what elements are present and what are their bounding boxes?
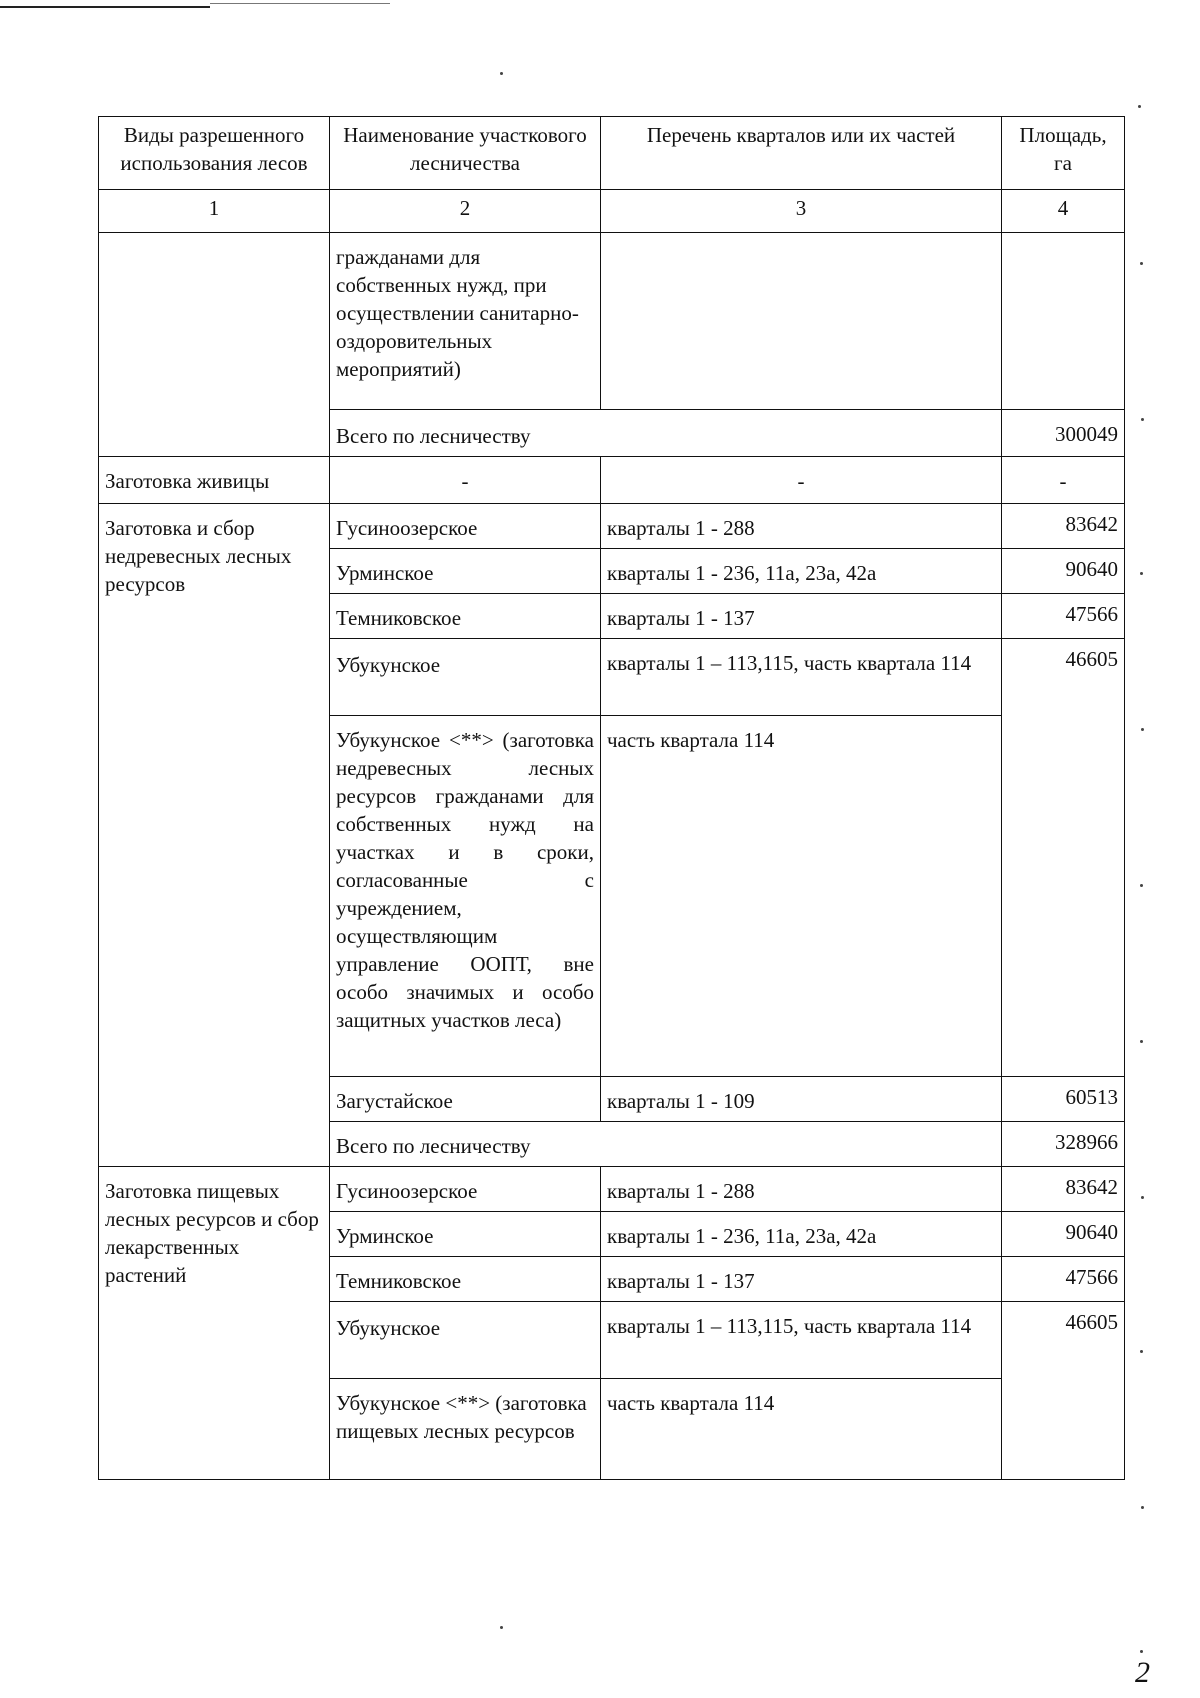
- column-number: 3: [601, 190, 1002, 233]
- total-label: Всего по лесничеству: [330, 1122, 1002, 1167]
- forestry-name-cell: Урминское: [330, 1212, 601, 1257]
- use-type-cell: Заготовка пищевых лесных ресурсов и сбор лекарственных растений: [99, 1167, 330, 1480]
- area-cell: 46605: [1002, 1302, 1125, 1480]
- forestry-name-cell: Темниковское: [330, 594, 601, 639]
- scan-speck: [500, 72, 503, 75]
- column-number: 1: [99, 190, 330, 233]
- scan-speck: [1140, 1350, 1143, 1353]
- table-row: [99, 233, 1125, 410]
- total-value: 300049: [1002, 410, 1125, 457]
- quarters-cell: кварталы 1 - 137: [601, 1257, 1002, 1302]
- column-number-row: [99, 190, 1125, 233]
- total-value: 328966: [1002, 1122, 1125, 1167]
- area-cell: -: [1002, 457, 1125, 504]
- quarters-cell: кварталы 1 - 288: [601, 504, 1002, 549]
- scan-speck: [1138, 105, 1141, 108]
- scan-speck: [1141, 1196, 1144, 1199]
- scan-speck: [1140, 1040, 1143, 1043]
- area-cell: 47566: [1002, 1257, 1125, 1302]
- total-label: Всего по лесничеству: [330, 410, 1002, 457]
- quarters-cell: -: [601, 457, 1002, 504]
- quarters-cell: кварталы 1 - 236, 11а, 23а, 42а: [601, 549, 1002, 594]
- header-forestry-name: Наименование участкового лесничества: [330, 117, 601, 190]
- scan-speck: [1141, 1506, 1144, 1509]
- scan-speck: [1140, 884, 1143, 887]
- forest-use-table: [98, 116, 1125, 1480]
- top-edge-rule: [0, 6, 210, 8]
- scan-speck: [1140, 262, 1143, 265]
- forestry-name-cell: Убукунское: [330, 1302, 601, 1379]
- scan-speck: [500, 1626, 503, 1629]
- quarters-cell: кварталы 1 - 288: [601, 1167, 1002, 1212]
- forestry-name-cell: Гусиноозерское: [330, 504, 601, 549]
- quarters-cell: кварталы 1 - 236, 11а, 23а, 42а: [601, 1212, 1002, 1257]
- quarters-cell: кварталы 1 - 137: [601, 594, 1002, 639]
- header-quarters: Перечень кварталов или их частей: [601, 117, 1002, 190]
- column-number: 2: [330, 190, 601, 233]
- forestry-name-cell: Убукунское <**> (заготовка пищевых лесных ресурсов: [330, 1379, 601, 1480]
- forestry-name-cell: Гусиноозерское: [330, 1167, 601, 1212]
- area-cell: 47566: [1002, 594, 1125, 639]
- header-area: Площадь, га: [1002, 117, 1125, 190]
- header-use-type: Виды разрешенного использования лесов: [99, 117, 330, 190]
- table-row: [99, 504, 1125, 549]
- page-number: 2: [1135, 1656, 1150, 1689]
- use-type-cell-empty: [99, 233, 330, 457]
- scan-speck: [1141, 728, 1144, 731]
- area-cell: 90640: [1002, 549, 1125, 594]
- scan-speck: [1140, 572, 1143, 575]
- top-edge-rule-thin: [210, 3, 390, 4]
- table-row: [99, 457, 1125, 504]
- quarters-cell: часть квартала 114: [601, 716, 1002, 1077]
- area-cell: 60513: [1002, 1077, 1125, 1122]
- quarters-cell: кварталы 1 – 113,115, часть квартала 114: [601, 639, 1002, 716]
- scan-speck: [1141, 418, 1144, 421]
- forestry-name-cell: Загустайское: [330, 1077, 601, 1122]
- quarters-cell: кварталы 1 – 113,115, часть квартала 114: [601, 1302, 1002, 1379]
- forestry-name-cell: Убукунское <**> (заготовка недревесных лесных ресурсов гражданами для собственных нужд на участках и в сроки, согласованные с учреждением, осуществляющим управление ООПТ, вне особо значимых и особо защитных участков леса): [330, 716, 601, 1077]
- area-cell: 46605: [1002, 639, 1125, 1077]
- table-row: [99, 1167, 1125, 1212]
- area-cell: 90640: [1002, 1212, 1125, 1257]
- quarters-cell: кварталы 1 - 109: [601, 1077, 1002, 1122]
- quarters-cell-empty: [601, 233, 1002, 410]
- scan-speck: [1140, 1650, 1143, 1653]
- forestry-name-cell: Урминское: [330, 549, 601, 594]
- forestry-name-cell: Темниковское: [330, 1257, 601, 1302]
- area-cell: 83642: [1002, 1167, 1125, 1212]
- forestry-name-cell: Убукунское: [330, 639, 601, 716]
- forestry-name-continuation: гражданами для собственных нужд, при осуществлении санитарно-оздоровительных мероприятий): [330, 233, 601, 410]
- use-type-cell: Заготовка и сбор недревесных лесных ресурсов: [99, 504, 330, 1167]
- forestry-name-cell: -: [330, 457, 601, 504]
- use-type-cell: Заготовка живицы: [99, 457, 330, 504]
- table-header-row: [99, 117, 1125, 190]
- column-number: 4: [1002, 190, 1125, 233]
- area-cell: 83642: [1002, 504, 1125, 549]
- quarters-cell: часть квартала 114: [601, 1379, 1002, 1480]
- area-cell-empty: [1002, 233, 1125, 410]
